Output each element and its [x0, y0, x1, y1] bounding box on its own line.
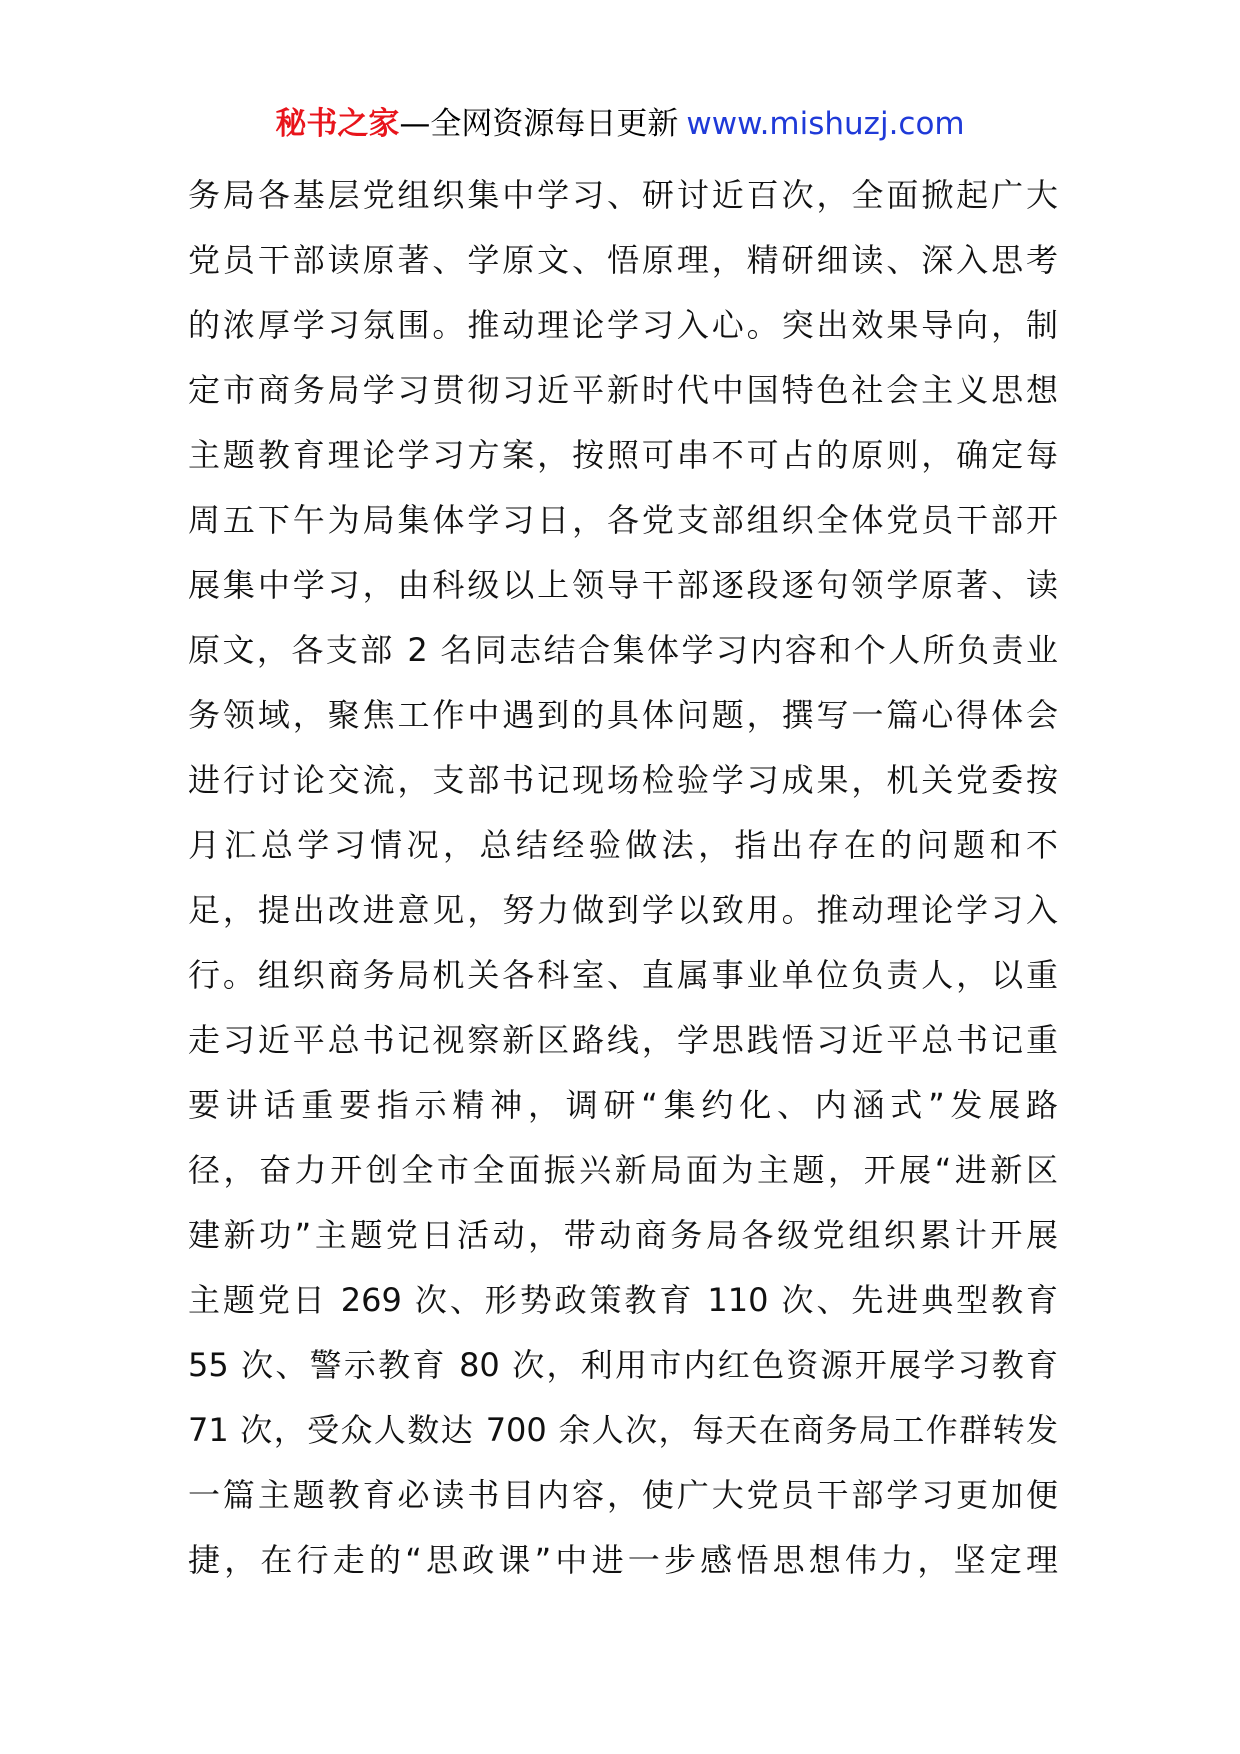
- text-line: 一篇主题教育必读书目内容，使广大党员干部学习更加便: [188, 1476, 1058, 1514]
- text-line: 55 次、警示教育 80 次，利用市内红色资源开展学习教育: [188, 1346, 1058, 1384]
- text-line: 月汇总学习情况，总结经验做法，指出存在的问题和不: [188, 826, 1058, 864]
- brand-name: 秘书之家: [275, 106, 400, 142]
- text-line: 定市商务局学习贯彻习近平新时代中国特色社会主义思想: [188, 371, 1058, 409]
- text-line: 务局各基层党组织集中学习、研讨近百次，全面掀起广大: [188, 176, 1058, 214]
- text-line: 务领域，聚焦工作中遇到的具体问题，撰写一篇心得体会: [188, 696, 1058, 734]
- text-line: 主题党日 269 次、形势政策教育 110 次、先进典型教育: [188, 1281, 1058, 1319]
- text-line: 行。组织商务局机关各科室、直属事业单位负责人，以重: [188, 956, 1058, 994]
- text-line: 原文，各支部 2 名同志结合集体学习内容和个人所负责业: [188, 631, 1058, 669]
- header-tagline: —全网资源每日更新: [399, 106, 679, 142]
- text-line: 建新功”主题党日活动，带动商务局各级党组织累计开展: [188, 1216, 1058, 1254]
- text-line: 周五下午为局集体学习日，各党支部组织全体党员干部开: [188, 501, 1058, 539]
- text-line: 的浓厚学习氛围。推动理论学习入心。突出效果导向，制: [188, 306, 1058, 344]
- text-line: 走习近平总书记视察新区路线，学思践悟习近平总书记重: [188, 1021, 1058, 1059]
- text-line: 71 次，受众人数达 700 余人次，每天在商务局工作群转发: [188, 1411, 1058, 1449]
- text-line: 党员干部读原著、学原文、悟原理，精研细读、深入思考: [188, 241, 1058, 279]
- text-line: 径，奋力开创全市全面振兴新局面为主题，开展“进新区: [188, 1151, 1058, 1189]
- site-url-link[interactable]: www.mishuzj.com: [686, 106, 965, 142]
- page-header: [0, 100, 1240, 148]
- text-line: 进行讨论交流，支部书记现场检验学习成果，机关党委按: [188, 761, 1058, 799]
- body-paragraph: [188, 163, 1058, 1593]
- text-line: 展集中学习，由科级以上领导干部逐段逐句领学原著、读: [188, 566, 1058, 604]
- text-line: 主题教育理论学习方案，按照可串不可占的原则，确定每: [188, 436, 1058, 474]
- text-line: 要讲话重要指示精神，调研“集约化、内涵式”发展路: [188, 1086, 1058, 1124]
- text-line: 足，提出改进意见，努力做到学以致用。推动理论学习入: [188, 891, 1058, 929]
- text-line: 捷，在行走的“思政课”中进一步感悟思想伟力，坚定理: [188, 1541, 1058, 1579]
